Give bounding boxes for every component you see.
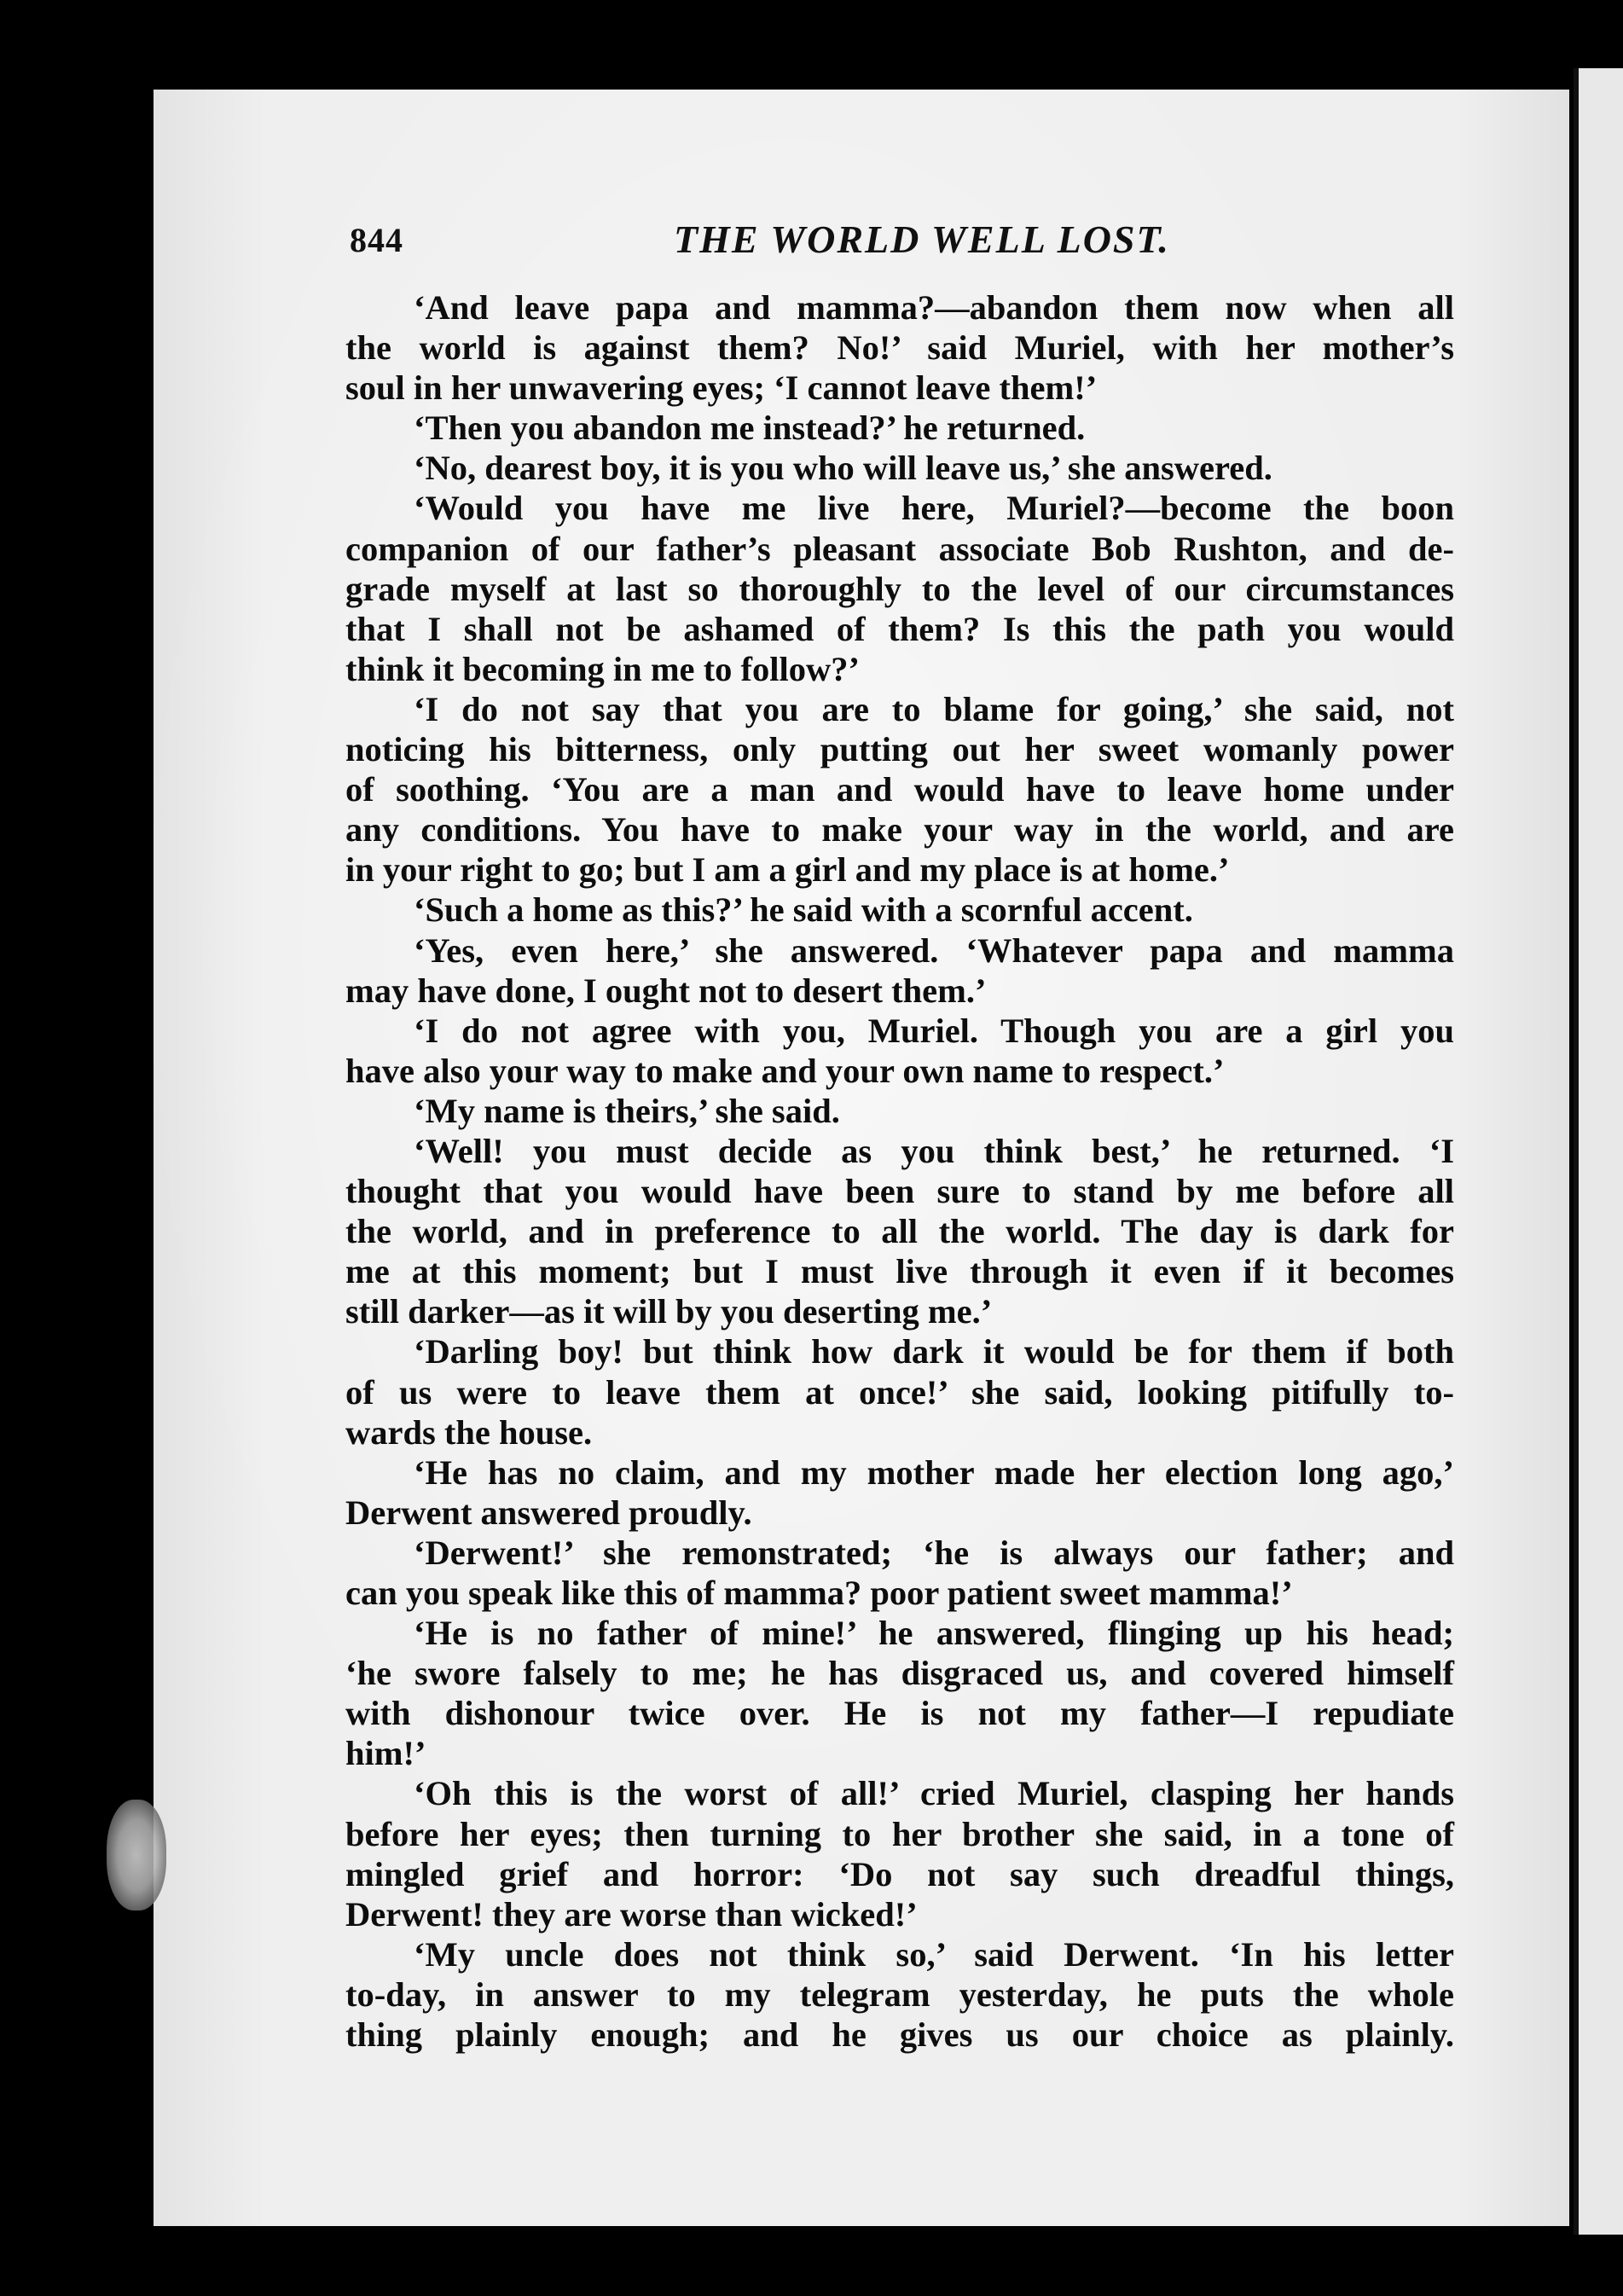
text-line: ‘No, dearest boy, it is you who will leave us,’ she answered. <box>414 449 1272 488</box>
text-line: him!’ <box>345 1734 426 1773</box>
text-line: Derwent! they are worse than wicked!’ <box>345 1894 918 1934</box>
text-line: any conditions. You have to make your way in the world, and are <box>345 810 1454 849</box>
text-line: ‘Oh this is the worst of all!’ cried Muriel, clasping her hands <box>414 1774 1454 1813</box>
text-line: soul in her unwavering eyes; ‘I cannot leave them!’ <box>345 368 1098 408</box>
text-line: thought that you would have been sure to stand by me before all <box>345 1172 1454 1211</box>
text-line: of soothing. ‘You are a man and would have to leave home under <box>345 770 1454 809</box>
text-line: in your right to go; but I am a girl and my place is at home.’ <box>345 850 1230 890</box>
text-line: ‘Darling boy! but think how dark it would be for them if both <box>414 1332 1454 1371</box>
text-line: may have done, I ought not to desert them.’ <box>345 971 987 1010</box>
text-line: grade myself at last so thoroughly to the level of our circumstances <box>345 569 1454 608</box>
text-line: mingled grief and horror: ‘Do not say such dreadful things, <box>345 1854 1454 1893</box>
text-line: ‘Derwent!’ she remonstrated; ‘he is always our father; and <box>414 1533 1454 1572</box>
text-line: the world, and in preference to all the world. The day is dark for <box>345 1212 1454 1251</box>
text-line: ‘Would you have me live here, Muriel?—become the boon <box>414 489 1454 528</box>
text-line: to-day, in answer to my telegram yesterday, he puts the whole <box>345 1974 1454 2014</box>
text-line: ‘And leave papa and mamma?—abandon them now when all <box>414 288 1454 327</box>
text-line: before her eyes; then turning to her brother she said, in a tone of <box>345 1814 1454 1853</box>
text-line: thing plainly enough; and he gives us our choice as plainly. <box>345 2015 1454 2055</box>
text-line: ‘I do not say that you are to blame for going,’ she said, not <box>414 689 1454 728</box>
text-line: companion of our father’s pleasant associate Bob Rushton, and de- <box>345 529 1454 568</box>
text-line: of us were to leave them at once!’ she said, looking pitifully to- <box>345 1372 1454 1412</box>
text-line: ‘I do not agree with you, Muriel. Though you are a girl you <box>414 1011 1454 1050</box>
text-line: ‘he swore falsely to me; he has disgraced us, and covered himself <box>345 1654 1454 1693</box>
body-text <box>345 287 1454 2055</box>
text-line: ‘He is no father of mine!’ he answered, flinging up his head; <box>414 1614 1454 1653</box>
text-line: Derwent answered proudly. <box>345 1493 752 1532</box>
text-line: have also your way to make and your own name to respect.’ <box>345 1051 1225 1090</box>
text-line: ‘He has no claim, and my mother made her election long ago,’ <box>414 1452 1454 1492</box>
text-line: can you speak like this of mamma? poor patient sweet mamma!’ <box>345 1574 1293 1612</box>
text-line: that I shall not be ashamed of them? Is this the path you would <box>345 609 1454 648</box>
text-line: still darker—as it will by you deserting me.’ <box>345 1292 993 1331</box>
text-line: think it becoming in me to follow?’ <box>345 649 860 688</box>
text-line: ‘Well! you must decide as you think best,’ he returned. ‘I <box>414 1131 1454 1170</box>
text-line: ‘My uncle does not think so,’ said Derwent. ‘In his letter <box>414 1934 1454 1974</box>
text-line: with dishonour twice over. He is not my father—I repudiate <box>345 1694 1454 1733</box>
text-line: the world is against them? No!’ said Muriel, with her mother’s <box>345 328 1454 368</box>
text-line: ‘My name is theirs,’ she said. <box>414 1091 840 1130</box>
page-stain <box>107 1800 166 1910</box>
adjacent-page-edge <box>1574 68 1623 2235</box>
text-line: noticing his bitterness, only putting out her sweet womanly power <box>345 730 1454 769</box>
page-header <box>350 213 1458 264</box>
running-title: THE WORLD WELL LOST. <box>674 217 1170 261</box>
page-number: 844 <box>350 221 403 259</box>
text-line: ‘Such a home as this?’ he said with a scornful accent. <box>414 890 1193 930</box>
text-line: ‘Then you abandon me instead?’ he returned. <box>414 409 1086 448</box>
text-line: ‘Yes, even here,’ she answered. ‘Whatever papa and mamma <box>414 931 1454 970</box>
text-line: wards the house. <box>345 1412 593 1452</box>
text-line: me at this moment; but I must live through it even if it becomes <box>345 1252 1454 1291</box>
